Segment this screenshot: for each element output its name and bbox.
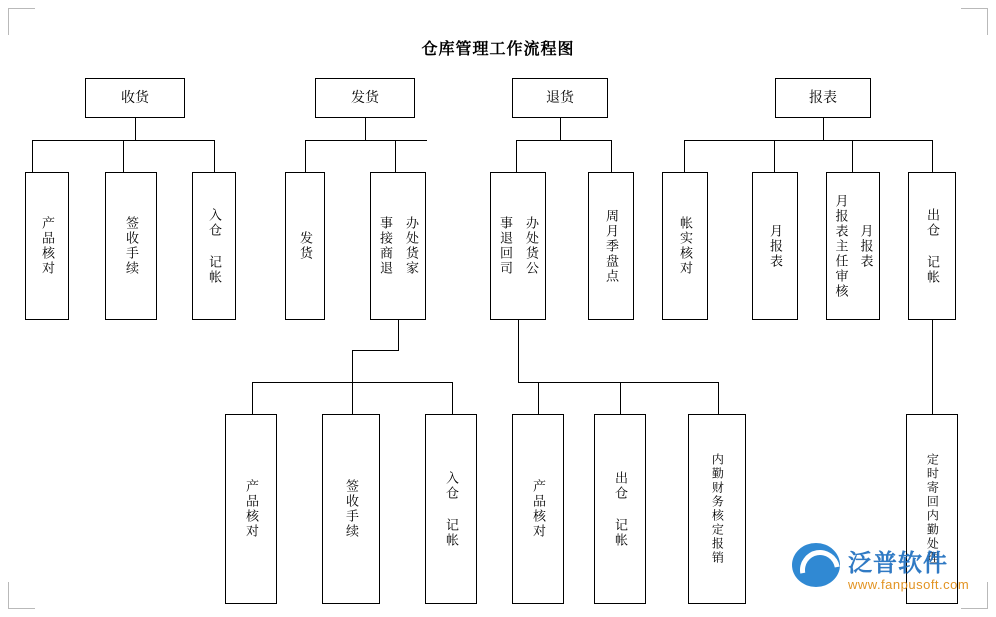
node-returns-sub-2: 出仓 记帐	[594, 414, 646, 604]
page-title: 仓库管理工作流程图	[421, 41, 575, 58]
node-shipping-child-2-col-b: 事接商退	[372, 177, 398, 315]
connector-returns-sub-drop-1	[538, 382, 539, 414]
node-reports-child-3-col-b: 月报表主任审核	[828, 177, 853, 315]
connector-shipping-stem	[365, 118, 366, 140]
node-returns-child-1-col-b: 事退回司	[492, 177, 518, 315]
page-corner-bottom-left	[8, 582, 35, 609]
connector-returns-stem	[560, 118, 561, 140]
node-returns-child-1-col-a: 办处货公	[518, 177, 544, 315]
node-reports-child-4: 出仓 记帐	[908, 172, 956, 320]
connector-receiving-drop-2	[123, 140, 124, 172]
connector-reports-stem	[823, 118, 824, 140]
connector-receiving-drop-1	[32, 140, 33, 172]
node-returns-header: 退货	[512, 78, 608, 118]
page-corner-top-left	[8, 8, 35, 35]
node-receiving-child-1: 产品核对	[25, 172, 69, 320]
node-reports-child-1: 帐实核对	[662, 172, 708, 320]
connector-shipping-sub-jog	[352, 350, 399, 351]
node-reports-child-2: 月报表	[752, 172, 798, 320]
connector-shipping-sub-drop-2	[352, 382, 353, 414]
node-reports-child-3-col-a: 月报表	[853, 177, 878, 315]
connector-reports-drop-4	[932, 140, 933, 172]
node-returns-child-2: 周月季盘点	[588, 172, 634, 320]
company-logo	[792, 541, 982, 603]
connector-reports-bus	[684, 140, 932, 141]
node-returns-child-1	[490, 172, 546, 320]
node-reports-header: 报表	[775, 78, 871, 118]
node-receiving-child-3: 入仓 记帐	[192, 172, 236, 320]
page-corner-top-right	[961, 8, 988, 35]
node-reports-child-3	[826, 172, 880, 320]
connector-shipping-bus	[305, 140, 427, 141]
logo-brand-text: 泛普软件	[848, 550, 948, 577]
logo-url-text: www.fanpusoft.com	[848, 577, 970, 592]
connector-receiving-drop-3	[214, 140, 215, 172]
node-shipping-sub-1: 产品核对	[225, 414, 277, 604]
node-shipping-sub-2: 签收手续	[322, 414, 380, 604]
connector-returns-sub-bus	[518, 382, 718, 383]
connector-reports-drop-1	[684, 140, 685, 172]
connector-returns-sub-drop-2	[620, 382, 621, 414]
connector-returns-bus	[516, 140, 611, 141]
node-receiving-child-2: 签收手续	[105, 172, 157, 320]
connector-shipping-sub-drop-1	[252, 382, 253, 414]
connector-returns-sub-drop-3	[718, 382, 719, 414]
connector-shipping-sub-stem	[398, 320, 399, 350]
connector-returns-drop-2	[611, 140, 612, 172]
connector-reports-drop-3	[852, 140, 853, 172]
swirl-icon	[792, 543, 840, 587]
connector-shipping-sub-drop-3	[452, 382, 453, 414]
connector-reports-drop-2	[774, 140, 775, 172]
connector-shipping-drop-1	[305, 140, 306, 172]
connector-shipping-drop-2	[395, 140, 396, 172]
connector-receiving-stem	[135, 118, 136, 140]
connector-returns-sub-stem	[518, 320, 519, 382]
node-reports-sub-1: 定时寄回内勤处理	[906, 414, 958, 604]
node-receiving-header: 收货	[85, 78, 185, 118]
node-shipping-child-2	[370, 172, 426, 320]
node-shipping-sub-3: 入仓 记帐	[425, 414, 477, 604]
connector-reports-sub-stem	[932, 320, 933, 414]
connector-shipping-sub-down	[352, 350, 353, 382]
node-returns-sub-3: 内勤财务核定报销	[688, 414, 746, 604]
connector-returns-drop-1	[516, 140, 517, 172]
node-shipping-child-2-col-a: 办处货家	[398, 177, 424, 315]
node-shipping-header: 发货	[315, 78, 415, 118]
node-shipping-child-1: 发货	[285, 172, 325, 320]
node-returns-sub-1: 产品核对	[512, 414, 564, 604]
